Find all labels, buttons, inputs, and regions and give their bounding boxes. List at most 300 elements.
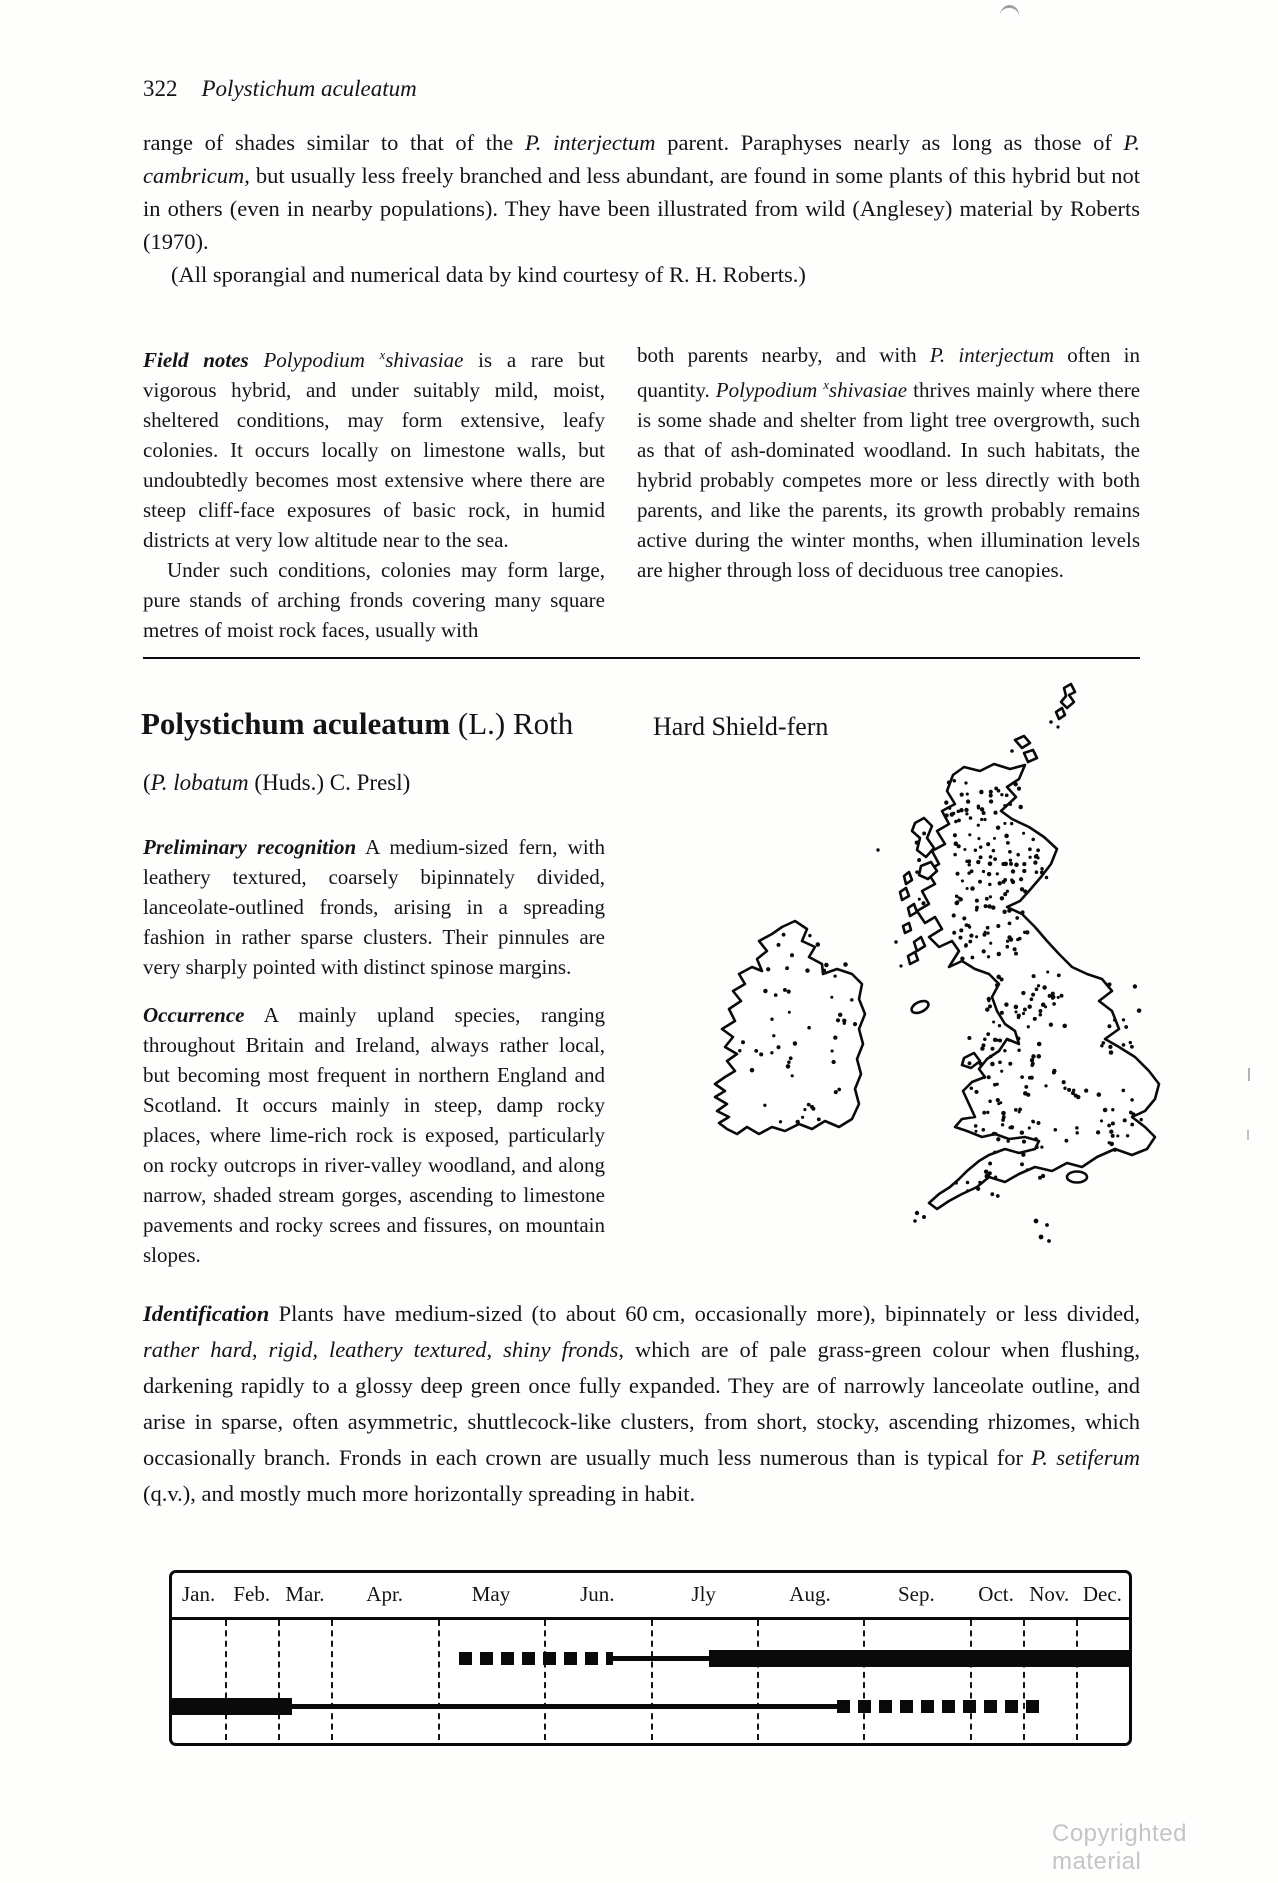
- distribution-dot: [959, 928, 963, 932]
- distribution-dot: [1018, 937, 1022, 941]
- chart-month-label: Oct.: [978, 1582, 1014, 1606]
- distribution-dot: [965, 812, 968, 815]
- distribution-dot: [823, 969, 827, 973]
- distribution-dot: [984, 904, 988, 908]
- distribution-dot: [986, 1032, 990, 1036]
- text-segment: [365, 348, 380, 372]
- distribution-dot: [980, 818, 983, 821]
- distribution-dot: [1038, 1009, 1042, 1013]
- distribution-dot: [763, 989, 768, 994]
- distribution-dot: [995, 983, 999, 987]
- distribution-dot: [955, 872, 959, 876]
- distribution-dot: [964, 943, 967, 946]
- chart-bar-segment-upper-period: [459, 1652, 613, 1665]
- distribution-dot: [1028, 856, 1031, 859]
- chart-month-label: Apr.: [366, 1582, 404, 1606]
- distribution-dot: [1014, 952, 1018, 956]
- chart-gridline: [331, 1620, 333, 1740]
- distribution-dot: [1015, 916, 1019, 920]
- distribution-dot: [952, 913, 956, 917]
- distribution-dot: [816, 942, 821, 947]
- distribution-dot: [1040, 871, 1044, 875]
- distribution-dot: [1022, 869, 1026, 873]
- distribution-dot: [1075, 1126, 1079, 1130]
- distribution-dot: [1005, 793, 1009, 797]
- distribution-dot: [1001, 1118, 1005, 1122]
- distribution-dot: [989, 799, 993, 803]
- distribution-dot: [1019, 877, 1023, 881]
- distribution-dot: [1028, 847, 1032, 851]
- identification-paragraph: [143, 1296, 1140, 1512]
- distribution-dot: [996, 825, 1000, 829]
- distribution-dot: [915, 840, 919, 844]
- distribution-dot: [1039, 1013, 1043, 1017]
- distribution-dot: [982, 1076, 986, 1080]
- distribution-dot: [953, 853, 957, 857]
- distribution-dot: [1026, 1093, 1030, 1097]
- distribution-dot: [1001, 1123, 1004, 1126]
- map-jura: [908, 952, 918, 964]
- distribution-dot: [1035, 987, 1039, 991]
- chart-gridline: [225, 1620, 227, 1740]
- distribution-dot: [1031, 1054, 1035, 1058]
- distribution-dot: [963, 848, 966, 851]
- distribution-dot: [1035, 1145, 1039, 1149]
- distribution-dot: [1063, 1087, 1066, 1090]
- distribution-dot: [948, 807, 951, 810]
- distribution-dot: [1096, 1130, 1100, 1134]
- copyright-watermark: Copyrighted material: [1052, 1820, 1187, 1875]
- distribution-dot: [976, 860, 980, 864]
- distribution-dot: [1033, 1017, 1037, 1021]
- distribution-dot: [1020, 1075, 1024, 1079]
- chart-month-label: Jan.: [181, 1582, 216, 1606]
- distribution-dot: [955, 901, 960, 906]
- distribution-dot: [1022, 832, 1025, 835]
- map-orkney-1: [1015, 736, 1030, 748]
- distribution-dot: [1000, 1070, 1003, 1073]
- distribution-dot: [1008, 1062, 1012, 1066]
- species-description-column: [143, 832, 605, 1288]
- chart-month-label: Dec.: [1082, 1582, 1122, 1606]
- courtesy-note: [143, 258, 1140, 291]
- distribution-dot: [1036, 848, 1040, 852]
- section-divider: [143, 654, 1140, 659]
- distribution-dot: [1017, 1049, 1021, 1053]
- distribution-dot: [987, 1075, 991, 1079]
- distribution-dot: [987, 955, 990, 958]
- distribution-dot: [1003, 1049, 1006, 1052]
- distribution-dot: [1003, 892, 1007, 896]
- distribution-dot: [808, 934, 811, 937]
- chart-month-label: Aug.: [789, 1582, 831, 1606]
- distribution-dot: [1042, 985, 1046, 989]
- chart-bar-segment-upper-period: [709, 1650, 1129, 1667]
- distribution-dot: [1008, 850, 1012, 854]
- distribution-dot: [817, 1117, 821, 1121]
- distribution-dot: [1097, 1092, 1102, 1097]
- distribution-dot: [1103, 1108, 1108, 1113]
- distribution-dot: [1000, 896, 1004, 900]
- distribution-dot: [1046, 970, 1049, 973]
- text-segment: Polypodium: [263, 348, 365, 372]
- distribution-dot: [1006, 1139, 1009, 1142]
- distribution-dot: [982, 1111, 986, 1115]
- small-island-dot: [1056, 725, 1059, 728]
- distribution-dot: [1032, 974, 1036, 978]
- distribution-dot: [1124, 1025, 1128, 1029]
- distribution-dot: [1129, 1111, 1133, 1115]
- small-island-dot: [894, 940, 898, 944]
- distribution-dot: [944, 800, 948, 804]
- small-island-dot: [1047, 1239, 1051, 1243]
- distribution-dot: [842, 1019, 846, 1023]
- distribution-dot: [750, 1068, 755, 1073]
- distribution-dot: [992, 1132, 996, 1136]
- distribution-dot: [996, 924, 1000, 928]
- distribution-dot: [997, 789, 1001, 793]
- distribution-dot: [1035, 870, 1039, 874]
- distribution-dot: [1004, 834, 1009, 839]
- distribution-dot: [1062, 1024, 1067, 1029]
- distribution-dot: [953, 833, 957, 837]
- distribution-dot: [993, 1083, 997, 1087]
- distribution-dot: [1107, 982, 1111, 986]
- distribution-dot: [1111, 1108, 1114, 1111]
- chart-bar-segment-upper-period: [613, 1656, 709, 1661]
- distribution-dot: [954, 820, 958, 824]
- distribution-dot: [965, 923, 969, 927]
- text-segment: parent. Paraphyses nearly as long as those of: [655, 130, 1124, 155]
- distribution-dot: [1111, 1121, 1115, 1125]
- distribution-dot: [989, 895, 992, 898]
- species-name: Polystichum aculeatum: [141, 706, 451, 741]
- distribution-dot: [966, 799, 970, 803]
- distribution-dot: [1006, 945, 1010, 949]
- distribution-dot: [1140, 1118, 1143, 1121]
- distribution-dot: [834, 1090, 838, 1094]
- small-island-dot: [1039, 1235, 1044, 1240]
- distribution-dot: [966, 1189, 969, 1192]
- distribution-dot: [978, 1181, 981, 1184]
- distribution-dot: [982, 870, 985, 873]
- species-heading: [141, 706, 573, 742]
- distribution-dot: [790, 953, 794, 957]
- distribution-dot: [989, 1055, 993, 1059]
- scan-artifact-top: [999, 4, 1020, 18]
- map-shetland-1: [1061, 684, 1075, 708]
- text-segment: P. setiferum: [1031, 1445, 1140, 1470]
- distribution-dot: [1057, 973, 1061, 977]
- map-hebrides-islet-3: [908, 904, 917, 916]
- distribution-dot: [1008, 1126, 1011, 1129]
- distribution-dot: [1018, 1110, 1021, 1113]
- distribution-dot: [1022, 862, 1026, 866]
- distribution-dot: [915, 870, 919, 874]
- field-notes-left-column: [143, 340, 605, 645]
- distribution-dot: [1062, 1080, 1066, 1084]
- distribution-dot: [998, 1024, 1001, 1027]
- distribution-dot: [975, 935, 978, 938]
- distribution-dot: [977, 804, 980, 807]
- distribution-dot: [1014, 1010, 1017, 1013]
- distribution-dot: [952, 931, 956, 935]
- distribution-dot: [1006, 890, 1009, 893]
- distribution-dot: [985, 897, 989, 901]
- distribution-dot: [1049, 1023, 1053, 1027]
- distribution-dot: [1109, 1050, 1114, 1055]
- distribution-dot: [959, 897, 963, 901]
- distribution-dot: [1030, 1058, 1034, 1062]
- distribution-dot: [1048, 994, 1052, 998]
- chart-month-label: Jly: [691, 1582, 716, 1606]
- distribution-dot: [947, 781, 951, 785]
- distribution-dot: [774, 993, 778, 997]
- distribution-dot: [961, 879, 964, 882]
- distribution-dot: [1006, 841, 1010, 845]
- distribution-dot: [1130, 1045, 1134, 1049]
- distribution-dot: [987, 999, 990, 1002]
- distribution-dot: [981, 1128, 985, 1132]
- distribution-dot: [960, 956, 964, 960]
- distribution-dot: [837, 1088, 841, 1092]
- text-segment: often in quantity.: [637, 343, 1141, 402]
- distribution-dot: [1022, 1140, 1026, 1144]
- chart-bar-segment-lower-period: [172, 1698, 292, 1715]
- distribution-dot: [1052, 1071, 1056, 1075]
- distribution-dot: [1003, 804, 1006, 807]
- distribution-dot: [1011, 880, 1015, 884]
- distribution-dot: [996, 1098, 1000, 1102]
- distribution-dot: [959, 808, 963, 812]
- distribution-dot: [977, 837, 980, 840]
- distribution-dot: [833, 974, 836, 977]
- distribution-dot: [986, 842, 990, 846]
- field-notes-paragraph-3: [637, 340, 1140, 585]
- chart-month-label: Mar.: [285, 1582, 325, 1606]
- text-segment: range of shades similar to that of the: [143, 130, 525, 155]
- distribution-dot: [1020, 1131, 1024, 1135]
- distribution-dot: [993, 1151, 996, 1154]
- distribution-dot: [838, 1013, 842, 1017]
- distribution-dot: [1111, 1134, 1115, 1138]
- distribution-dot: [1009, 859, 1012, 862]
- distribution-dot: [989, 790, 993, 794]
- distribution-dot: [783, 988, 787, 992]
- distribution-dot: [1016, 853, 1020, 857]
- distribution-dot: [766, 967, 770, 971]
- distribution-dot: [921, 901, 925, 905]
- distribution-dot: [1100, 1119, 1103, 1122]
- field-notes-section: [143, 340, 1140, 645]
- distribution-dot: [1122, 1018, 1125, 1021]
- distribution-dot: [770, 1018, 773, 1021]
- distribution-dot: [805, 968, 809, 972]
- distribution-dot: [1037, 1054, 1042, 1059]
- distribution-dot: [969, 933, 973, 937]
- distribution-dot: [803, 1108, 806, 1111]
- field-notes-paragraph-1: [143, 340, 605, 555]
- distribution-dot: [987, 904, 991, 908]
- synonym-line: [143, 770, 410, 796]
- distribution-dot: [979, 845, 983, 849]
- small-island-dot: [1034, 1219, 1039, 1224]
- distribution-dot: [993, 857, 997, 861]
- text-segment: Preliminary recognition: [143, 835, 357, 859]
- distribution-dot: [741, 1040, 745, 1044]
- distribution-dot: [988, 862, 993, 867]
- distribution-dot: [957, 844, 961, 848]
- chart-body: [172, 1620, 1129, 1740]
- distribution-dot: [1041, 1174, 1045, 1178]
- chart-bar-segment-lower-period: [837, 1700, 1044, 1713]
- distribution-dot: [1037, 1121, 1041, 1125]
- distribution-dot: [1007, 935, 1011, 939]
- distribution-dot: [1044, 1084, 1047, 1087]
- distribution-dot: [836, 1018, 840, 1022]
- distribution-dot: [979, 1062, 983, 1066]
- distribution-dot: [992, 1021, 995, 1024]
- distribution-dot: [1013, 782, 1018, 787]
- chart-gridline: [438, 1620, 440, 1740]
- distribution-dot: [770, 1051, 773, 1054]
- distribution-dot: [968, 940, 972, 944]
- distribution-dot: [1035, 854, 1039, 858]
- distribution-dot: [998, 881, 1002, 885]
- text-segment: shivasiae: [385, 348, 464, 372]
- distribution-dot: [988, 883, 992, 887]
- distribution-dot: [1067, 1088, 1071, 1092]
- map-anglesey: [962, 1053, 980, 1068]
- distribution-dot: [807, 1103, 811, 1107]
- distribution-map-figure: [668, 680, 1168, 1260]
- distribution-dot: [1137, 1008, 1142, 1013]
- distribution-dot: [968, 1061, 972, 1065]
- distribution-dot: [1052, 1002, 1056, 1006]
- chart-gridline: [863, 1620, 865, 1740]
- distribution-dot: [1022, 1012, 1025, 1015]
- distribution-dot: [1008, 922, 1012, 926]
- distribution-dot: [966, 1181, 970, 1185]
- distribution-dot: [984, 931, 987, 934]
- distribution-dot: [1109, 1130, 1113, 1134]
- distribution-dot: [793, 1041, 797, 1045]
- distribution-dot: [988, 1162, 992, 1166]
- distribution-dot: [1122, 1043, 1126, 1047]
- text-segment: Under such conditions, colonies may form large, pure stands of arching fronds covering many square metres of moist rock faces, usually with: [143, 558, 605, 642]
- small-island-dot: [899, 964, 902, 967]
- distribution-dot: [1020, 887, 1024, 891]
- distribution-dot: [974, 1130, 977, 1133]
- distribution-dot: [986, 1111, 989, 1114]
- distribution-dot: [1054, 1128, 1058, 1132]
- distribution-dot: [1076, 1095, 1080, 1099]
- distribution-dot: [1000, 1011, 1004, 1015]
- distribution-dot: [1008, 1039, 1011, 1042]
- distribution-dot: [978, 880, 982, 884]
- scan-artifact-right-2: [1247, 1130, 1249, 1140]
- distribution-dot: [970, 886, 975, 891]
- distribution-dot: [989, 793, 993, 797]
- text-segment: Polypodium: [715, 378, 818, 402]
- chart-month-header: [172, 1573, 1129, 1620]
- distribution-dot: [843, 962, 848, 967]
- distribution-dot: [1108, 1141, 1111, 1144]
- distribution-dot: [1010, 822, 1013, 825]
- distribution-dot: [1017, 787, 1021, 791]
- intro-paragraph: [143, 126, 1140, 258]
- distribution-dot: [1129, 1041, 1132, 1044]
- distribution-dot: [1045, 876, 1049, 880]
- distribution-dot: [1057, 996, 1060, 999]
- distribution-dot: [997, 952, 1001, 956]
- map-hebrides-islet-2: [900, 888, 909, 900]
- chart-month-label: Sep.: [897, 1582, 935, 1606]
- distribution-dot: [1002, 880, 1006, 884]
- map-hebrides-islet-4: [903, 923, 911, 933]
- text-segment: is a rare but vigorous hybrid, and under suitably mild, moist, sheltered conditions, may form extensive, leafy colonies. It occurs locally on limestone walls, but undoubtedly becomes most extensive where there are steep cliff-face exposures of basic rock, in humid districts at very low altitude near to the sea.: [143, 348, 606, 552]
- distribution-dot: [1014, 1108, 1018, 1112]
- text-segment: (: [143, 770, 151, 795]
- text-segment: P. cambricum: [143, 130, 1140, 188]
- distribution-dot: [993, 837, 996, 840]
- intro-block: [143, 126, 1140, 291]
- small-island-dot: [876, 848, 879, 851]
- distribution-dot: [990, 1062, 995, 1067]
- distribution-dot: [985, 1007, 989, 1011]
- distribution-dot: [952, 812, 956, 816]
- text-segment: x: [823, 378, 829, 392]
- distribution-dot: [1003, 862, 1008, 867]
- distribution-dot: [918, 898, 921, 901]
- distribution-dot: [786, 1064, 791, 1069]
- distribution-dot: [968, 833, 971, 836]
- distribution-dot: [974, 1090, 978, 1094]
- text-segment: , which are of pale grass-green colour when flushing, darkening rapidly to a glossy deep green once fully expanded. They are of narrowly lanceolate outline, and arise in sparse, often asymmetric, shuttlecock-like clusters, from short, stocky, ascending rhizomes, which occasionally branch. Fronds in each crown are usually much less numerous than is typical for: [143, 1337, 1140, 1470]
- distribution-dot: [1004, 1002, 1008, 1006]
- chart-gridline: [1076, 1620, 1078, 1740]
- map-shetland-2: [1056, 708, 1065, 719]
- distribution-dot: [1002, 910, 1006, 914]
- distribution-dot: [964, 808, 968, 812]
- distribution-dot: [965, 860, 968, 863]
- text-segment: x: [379, 348, 386, 362]
- distribution-dot: [1023, 1008, 1027, 1012]
- distribution-dot: [777, 943, 781, 947]
- distribution-dot: [787, 1060, 791, 1064]
- distribution-dot: [970, 1087, 974, 1091]
- distribution-dot: [738, 1049, 741, 1052]
- distribution-dot: [1107, 1024, 1111, 1028]
- distribution-dot: [1023, 931, 1026, 934]
- distribution-dot: [1126, 1134, 1129, 1137]
- distribution-dot: [824, 963, 829, 968]
- distribution-dot: [1007, 908, 1011, 912]
- distribution-dot: [953, 779, 957, 783]
- distribution-dot: [988, 1100, 992, 1104]
- distribution-dot: [975, 906, 979, 910]
- species-authority: (L.) Roth: [450, 706, 574, 741]
- distribution-dot: [987, 872, 991, 876]
- distribution-dot: [964, 781, 967, 784]
- running-title: Polystichum aculeatum: [201, 76, 417, 101]
- map-isle-of-man: [910, 999, 931, 1016]
- text-segment: A medium-sized fern, with leathery textured, coarsely bipinnately divided, lanceolate-outlined fronds, arising in a spreading fashion in rather sparse clusters. Their pinnules are very sharply pointed with distinct spinose margins.: [143, 835, 605, 979]
- text-segment: rather hard, rigid, leathery textured, shiny fronds: [143, 1337, 619, 1362]
- text-segment: [249, 348, 264, 372]
- distribution-dot: [1123, 1118, 1127, 1122]
- distribution-dot: [759, 1052, 763, 1056]
